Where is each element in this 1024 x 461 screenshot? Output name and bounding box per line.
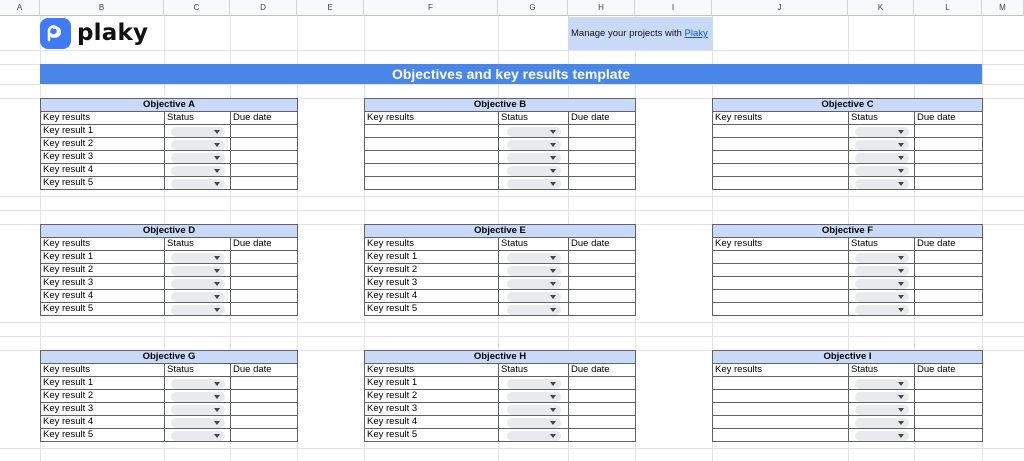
status-cell xyxy=(165,303,231,316)
page-title: Objectives and key results template xyxy=(40,64,982,84)
key-results-header[interactable]: Key results xyxy=(41,112,165,125)
due-date-cell[interactable] xyxy=(915,377,983,390)
table-row xyxy=(365,290,636,303)
objective-title[interactable]: Objective I xyxy=(713,351,983,364)
status-cell xyxy=(165,377,231,390)
due-date-cell[interactable] xyxy=(231,177,298,190)
table-row xyxy=(365,377,636,390)
due-date-cell[interactable] xyxy=(231,151,298,164)
status-header[interactable]: Status xyxy=(165,112,231,125)
status-cell xyxy=(165,151,231,164)
status-header[interactable]: Status xyxy=(849,112,915,125)
table-row xyxy=(41,377,298,390)
table-row xyxy=(713,138,983,151)
key-result-cell[interactable] xyxy=(365,151,499,164)
due-date-cell[interactable] xyxy=(569,290,636,303)
objective-title[interactable]: Objective C xyxy=(713,99,983,112)
due-date-cell[interactable] xyxy=(915,251,983,264)
key-result-cell[interactable] xyxy=(713,251,849,264)
due-date-cell[interactable] xyxy=(915,290,983,303)
status-cell xyxy=(165,138,231,151)
key-result-cell[interactable]: Key result 2 xyxy=(365,390,499,403)
key-result-cell[interactable]: Key result 2 xyxy=(41,390,165,403)
due-date-header[interactable]: Due date xyxy=(231,364,298,377)
status-dropdown[interactable] xyxy=(855,292,909,302)
table-row xyxy=(713,177,983,190)
manage-projects-cell[interactable] xyxy=(568,17,713,50)
due-date-cell[interactable] xyxy=(569,303,636,316)
key-results-header[interactable]: Key results xyxy=(41,238,165,251)
key-result-cell[interactable] xyxy=(713,377,849,390)
status-header[interactable]: Status xyxy=(849,238,915,251)
key-result-cell[interactable] xyxy=(713,429,849,442)
status-dropdown[interactable] xyxy=(171,305,225,315)
status-dropdown[interactable] xyxy=(171,392,225,402)
status-cell xyxy=(499,290,569,303)
status-header[interactable]: Status xyxy=(499,238,569,251)
key-result-cell[interactable] xyxy=(713,138,849,151)
column-header-c[interactable]: C xyxy=(164,0,230,16)
status-cell xyxy=(499,151,569,164)
table-row xyxy=(365,416,636,429)
status-dropdown[interactable] xyxy=(507,418,561,428)
objective-table xyxy=(712,350,983,442)
status-cell xyxy=(499,416,569,429)
objective-title[interactable]: Objective E xyxy=(365,225,636,238)
key-result-cell[interactable]: Key result 3 xyxy=(41,277,165,290)
status-cell xyxy=(499,277,569,290)
status-cell xyxy=(849,390,915,403)
column-header-b[interactable]: B xyxy=(40,0,164,16)
objective-table xyxy=(364,350,636,442)
key-result-cell[interactable] xyxy=(365,177,499,190)
key-results-header[interactable]: Key results xyxy=(713,364,849,377)
objective-table xyxy=(364,98,636,190)
key-result-cell[interactable] xyxy=(713,416,849,429)
due-date-cell[interactable] xyxy=(231,377,298,390)
status-cell xyxy=(849,151,915,164)
due-date-cell[interactable] xyxy=(569,416,636,429)
column-header-i[interactable]: I xyxy=(635,0,712,16)
status-cell xyxy=(849,303,915,316)
column-header-d[interactable]: D xyxy=(230,0,297,16)
gridline xyxy=(0,322,1024,323)
due-date-cell[interactable] xyxy=(569,390,636,403)
table-row xyxy=(713,390,983,403)
key-result-cell[interactable]: Key result 2 xyxy=(365,264,499,277)
objective-table xyxy=(712,224,983,316)
key-result-cell[interactable] xyxy=(713,177,849,190)
table-row xyxy=(41,264,298,277)
table-row xyxy=(41,151,298,164)
status-dropdown[interactable] xyxy=(855,418,909,428)
table-row xyxy=(41,429,298,442)
due-date-cell[interactable] xyxy=(231,429,298,442)
status-cell xyxy=(499,264,569,277)
due-date-cell[interactable] xyxy=(915,303,983,316)
due-date-cell[interactable] xyxy=(231,403,298,416)
status-dropdown[interactable] xyxy=(171,292,225,302)
table-row xyxy=(365,429,636,442)
table-row xyxy=(365,403,636,416)
key-result-cell[interactable]: Key result 1 xyxy=(365,377,499,390)
key-result-cell[interactable]: Key result 1 xyxy=(41,377,165,390)
status-cell xyxy=(499,429,569,442)
status-cell xyxy=(849,277,915,290)
status-cell xyxy=(849,138,915,151)
due-date-cell[interactable] xyxy=(569,138,636,151)
status-cell xyxy=(499,403,569,416)
status-cell xyxy=(165,403,231,416)
table-row xyxy=(365,390,636,403)
status-cell xyxy=(499,377,569,390)
key-result-cell[interactable] xyxy=(713,164,849,177)
status-dropdown[interactable] xyxy=(171,405,225,415)
gridline xyxy=(0,448,1024,449)
due-date-cell[interactable] xyxy=(915,151,983,164)
table-row xyxy=(41,177,298,190)
status-dropdown[interactable] xyxy=(171,279,225,289)
table-row xyxy=(41,251,298,264)
key-result-cell[interactable]: Key result 1 xyxy=(365,251,499,264)
status-header[interactable]: Status xyxy=(849,364,915,377)
status-dropdown[interactable] xyxy=(507,292,561,302)
key-results-header[interactable]: Key results xyxy=(365,364,499,377)
table-row xyxy=(41,390,298,403)
table-row xyxy=(365,125,636,138)
status-dropdown[interactable] xyxy=(507,266,561,276)
status-dropdown[interactable] xyxy=(507,392,561,402)
column-header-a[interactable]: A xyxy=(0,0,40,16)
status-cell xyxy=(499,125,569,138)
key-result-cell[interactable]: Key result 5 xyxy=(41,177,165,190)
status-dropdown[interactable] xyxy=(855,305,909,315)
status-dropdown[interactable] xyxy=(507,127,561,137)
table-row xyxy=(365,151,636,164)
key-result-cell[interactable]: Key result 5 xyxy=(365,303,499,316)
due-date-header[interactable]: Due date xyxy=(915,112,983,125)
due-date-header[interactable]: Due date xyxy=(569,238,636,251)
due-date-cell[interactable] xyxy=(231,277,298,290)
manage-projects-text: Manage your projects with xyxy=(571,28,685,39)
gridline xyxy=(0,50,1024,51)
table-row xyxy=(713,416,983,429)
due-date-cell[interactable] xyxy=(915,264,983,277)
status-dropdown[interactable] xyxy=(855,405,909,415)
key-result-cell[interactable]: Key result 4 xyxy=(41,164,165,177)
table-row xyxy=(41,290,298,303)
status-header[interactable]: Status xyxy=(165,238,231,251)
status-cell xyxy=(165,290,231,303)
key-result-cell[interactable]: Key result 4 xyxy=(41,290,165,303)
table-row xyxy=(365,303,636,316)
due-date-cell[interactable] xyxy=(915,164,983,177)
status-dropdown[interactable] xyxy=(171,379,225,389)
gridline xyxy=(0,196,1024,197)
status-dropdown[interactable] xyxy=(507,405,561,415)
objective-title[interactable]: Objective B xyxy=(365,99,636,112)
due-date-header[interactable]: Due date xyxy=(231,238,298,251)
key-result-cell[interactable] xyxy=(713,151,849,164)
status-header[interactable]: Status xyxy=(165,364,231,377)
table-row xyxy=(365,264,636,277)
key-result-cell[interactable]: Key result 3 xyxy=(41,151,165,164)
status-cell xyxy=(499,138,569,151)
column-header-l[interactable]: L xyxy=(914,0,982,16)
status-dropdown[interactable] xyxy=(171,140,225,150)
status-dropdown[interactable] xyxy=(855,140,909,150)
table-row xyxy=(713,125,983,138)
status-cell xyxy=(165,264,231,277)
due-date-cell[interactable] xyxy=(231,390,298,403)
key-result-cell[interactable]: Key result 3 xyxy=(365,403,499,416)
status-cell xyxy=(165,251,231,264)
status-cell xyxy=(849,164,915,177)
key-results-header[interactable]: Key results xyxy=(713,238,849,251)
key-result-cell[interactable]: Key result 2 xyxy=(41,264,165,277)
status-dropdown[interactable] xyxy=(171,153,225,163)
key-result-cell[interactable]: Key result 1 xyxy=(41,251,165,264)
status-dropdown[interactable] xyxy=(855,179,909,189)
objective-title[interactable]: Objective H xyxy=(365,351,636,364)
status-dropdown[interactable] xyxy=(171,418,225,428)
table-row xyxy=(713,251,983,264)
status-cell xyxy=(849,290,915,303)
status-cell xyxy=(499,303,569,316)
status-dropdown[interactable] xyxy=(855,266,909,276)
key-result-cell[interactable]: Key result 3 xyxy=(41,403,165,416)
key-result-cell[interactable]: Key result 5 xyxy=(365,429,499,442)
status-cell xyxy=(499,177,569,190)
status-cell xyxy=(849,377,915,390)
table-row xyxy=(713,277,983,290)
column-header-h[interactable]: H xyxy=(568,0,635,16)
gridline xyxy=(0,210,1024,211)
status-cell xyxy=(849,403,915,416)
status-cell xyxy=(849,177,915,190)
plaky-logo-icon xyxy=(40,18,71,49)
status-cell xyxy=(165,429,231,442)
objective-title[interactable]: Objective D xyxy=(41,225,298,238)
key-result-cell[interactable]: Key result 4 xyxy=(365,416,499,429)
table-row xyxy=(365,138,636,151)
due-date-cell[interactable] xyxy=(569,377,636,390)
logo-text: plaky xyxy=(77,20,149,46)
due-date-cell[interactable] xyxy=(915,403,983,416)
key-result-cell[interactable]: Key result 5 xyxy=(41,303,165,316)
status-cell xyxy=(849,264,915,277)
due-date-cell[interactable] xyxy=(569,277,636,290)
due-date-cell[interactable] xyxy=(231,251,298,264)
due-date-cell[interactable] xyxy=(915,429,983,442)
objective-table xyxy=(40,224,298,316)
table-row xyxy=(41,303,298,316)
status-dropdown[interactable] xyxy=(507,140,561,150)
key-result-cell[interactable] xyxy=(713,125,849,138)
table-row xyxy=(713,164,983,177)
key-result-cell[interactable] xyxy=(365,125,499,138)
key-result-cell[interactable] xyxy=(713,290,849,303)
status-cell xyxy=(849,125,915,138)
table-row xyxy=(713,403,983,416)
status-cell xyxy=(849,251,915,264)
table-row xyxy=(41,164,298,177)
table-row xyxy=(41,416,298,429)
key-result-cell[interactable] xyxy=(713,264,849,277)
due-date-cell[interactable] xyxy=(915,138,983,151)
key-result-cell[interactable] xyxy=(713,303,849,316)
key-results-header[interactable]: Key results xyxy=(365,238,499,251)
status-dropdown[interactable] xyxy=(171,431,225,441)
status-dropdown[interactable] xyxy=(507,305,561,315)
key-result-cell[interactable] xyxy=(713,277,849,290)
due-date-cell[interactable] xyxy=(569,429,636,442)
key-result-cell[interactable] xyxy=(713,390,849,403)
due-date-cell[interactable] xyxy=(569,125,636,138)
table-row xyxy=(713,377,983,390)
status-dropdown[interactable] xyxy=(507,431,561,441)
status-dropdown[interactable] xyxy=(855,253,909,263)
due-date-cell[interactable] xyxy=(231,416,298,429)
status-cell xyxy=(499,164,569,177)
table-row xyxy=(713,264,983,277)
status-cell xyxy=(499,251,569,264)
status-dropdown[interactable] xyxy=(507,253,561,263)
table-row xyxy=(41,138,298,151)
column-header-e[interactable]: E xyxy=(297,0,364,16)
due-date-header[interactable]: Due date xyxy=(569,364,636,377)
key-result-cell[interactable] xyxy=(365,138,499,151)
table-row xyxy=(41,277,298,290)
status-cell xyxy=(499,390,569,403)
table-row xyxy=(41,403,298,416)
key-results-header[interactable]: Key results xyxy=(365,112,499,125)
status-dropdown[interactable] xyxy=(855,153,909,163)
objective-table xyxy=(712,98,983,190)
status-dropdown[interactable] xyxy=(507,166,561,176)
status-dropdown[interactable] xyxy=(171,179,225,189)
due-date-cell[interactable] xyxy=(231,264,298,277)
gridline xyxy=(0,84,1024,85)
due-date-header[interactable]: Due date xyxy=(915,364,983,377)
due-date-cell[interactable] xyxy=(915,416,983,429)
key-results-header[interactable]: Key results xyxy=(713,112,849,125)
status-header[interactable]: Status xyxy=(499,112,569,125)
status-header[interactable]: Status xyxy=(499,364,569,377)
due-date-cell[interactable] xyxy=(915,277,983,290)
key-result-cell[interactable]: Key result 4 xyxy=(41,416,165,429)
status-cell xyxy=(165,177,231,190)
objective-title[interactable]: Objective A xyxy=(41,99,298,112)
table-row xyxy=(713,290,983,303)
status-dropdown[interactable] xyxy=(507,279,561,289)
due-date-header[interactable]: Due date xyxy=(231,112,298,125)
plaky-link[interactable]: Plaky xyxy=(684,28,708,39)
due-date-cell[interactable] xyxy=(231,303,298,316)
table-row xyxy=(713,429,983,442)
status-cell xyxy=(165,277,231,290)
table-row xyxy=(365,251,636,264)
due-date-cell[interactable] xyxy=(915,125,983,138)
due-date-cell[interactable] xyxy=(915,177,983,190)
column-header-j[interactable]: J xyxy=(712,0,848,16)
status-dropdown[interactable] xyxy=(507,379,561,389)
status-dropdown[interactable] xyxy=(171,166,225,176)
due-date-cell[interactable] xyxy=(231,164,298,177)
key-result-cell[interactable] xyxy=(365,164,499,177)
gridline xyxy=(0,336,1024,337)
table-row xyxy=(365,164,636,177)
key-results-header[interactable]: Key results xyxy=(41,364,165,377)
table-row xyxy=(713,151,983,164)
due-date-cell[interactable] xyxy=(231,125,298,138)
objective-table xyxy=(364,224,636,316)
column-header-g[interactable]: G xyxy=(498,0,568,16)
objective-title[interactable]: Objective F xyxy=(713,225,983,238)
due-date-header[interactable]: Due date xyxy=(569,112,636,125)
status-dropdown[interactable] xyxy=(855,127,909,137)
table-row xyxy=(365,277,636,290)
status-cell xyxy=(165,416,231,429)
status-dropdown[interactable] xyxy=(855,379,909,389)
due-date-cell[interactable] xyxy=(569,151,636,164)
status-dropdown[interactable] xyxy=(507,179,561,189)
key-result-cell[interactable]: Key result 2 xyxy=(41,138,165,151)
key-result-cell[interactable]: Key result 3 xyxy=(365,277,499,290)
status-cell xyxy=(165,125,231,138)
due-date-cell[interactable] xyxy=(231,138,298,151)
due-date-cell[interactable] xyxy=(569,264,636,277)
status-dropdown[interactable] xyxy=(171,127,225,137)
column-header-k[interactable]: K xyxy=(848,0,914,16)
table-row xyxy=(365,177,636,190)
objective-title[interactable]: Objective G xyxy=(41,351,298,364)
due-date-header[interactable]: Due date xyxy=(915,238,983,251)
objective-table xyxy=(40,98,298,190)
key-result-cell[interactable]: Key result 4 xyxy=(365,290,499,303)
key-result-cell[interactable]: Key result 1 xyxy=(41,125,165,138)
due-date-cell[interactable] xyxy=(569,251,636,264)
column-header-f[interactable]: F xyxy=(364,0,498,16)
status-dropdown[interactable] xyxy=(855,166,909,176)
key-result-cell[interactable]: Key result 5 xyxy=(41,429,165,442)
due-date-cell[interactable] xyxy=(569,177,636,190)
table-row xyxy=(41,125,298,138)
column-header-m[interactable]: M xyxy=(982,0,1024,16)
due-date-cell[interactable] xyxy=(569,403,636,416)
status-dropdown[interactable] xyxy=(855,279,909,289)
status-dropdown[interactable] xyxy=(171,253,225,263)
status-dropdown[interactable] xyxy=(171,266,225,276)
status-cell xyxy=(849,416,915,429)
status-cell xyxy=(165,390,231,403)
status-dropdown[interactable] xyxy=(855,392,909,402)
status-dropdown[interactable] xyxy=(855,431,909,441)
key-result-cell[interactable] xyxy=(713,403,849,416)
status-cell xyxy=(849,429,915,442)
status-dropdown[interactable] xyxy=(507,153,561,163)
due-date-cell[interactable] xyxy=(231,290,298,303)
due-date-cell[interactable] xyxy=(915,390,983,403)
status-cell xyxy=(165,164,231,177)
plaky-logo xyxy=(40,17,148,49)
table-row xyxy=(713,303,983,316)
due-date-cell[interactable] xyxy=(569,164,636,177)
objective-table xyxy=(40,350,298,442)
